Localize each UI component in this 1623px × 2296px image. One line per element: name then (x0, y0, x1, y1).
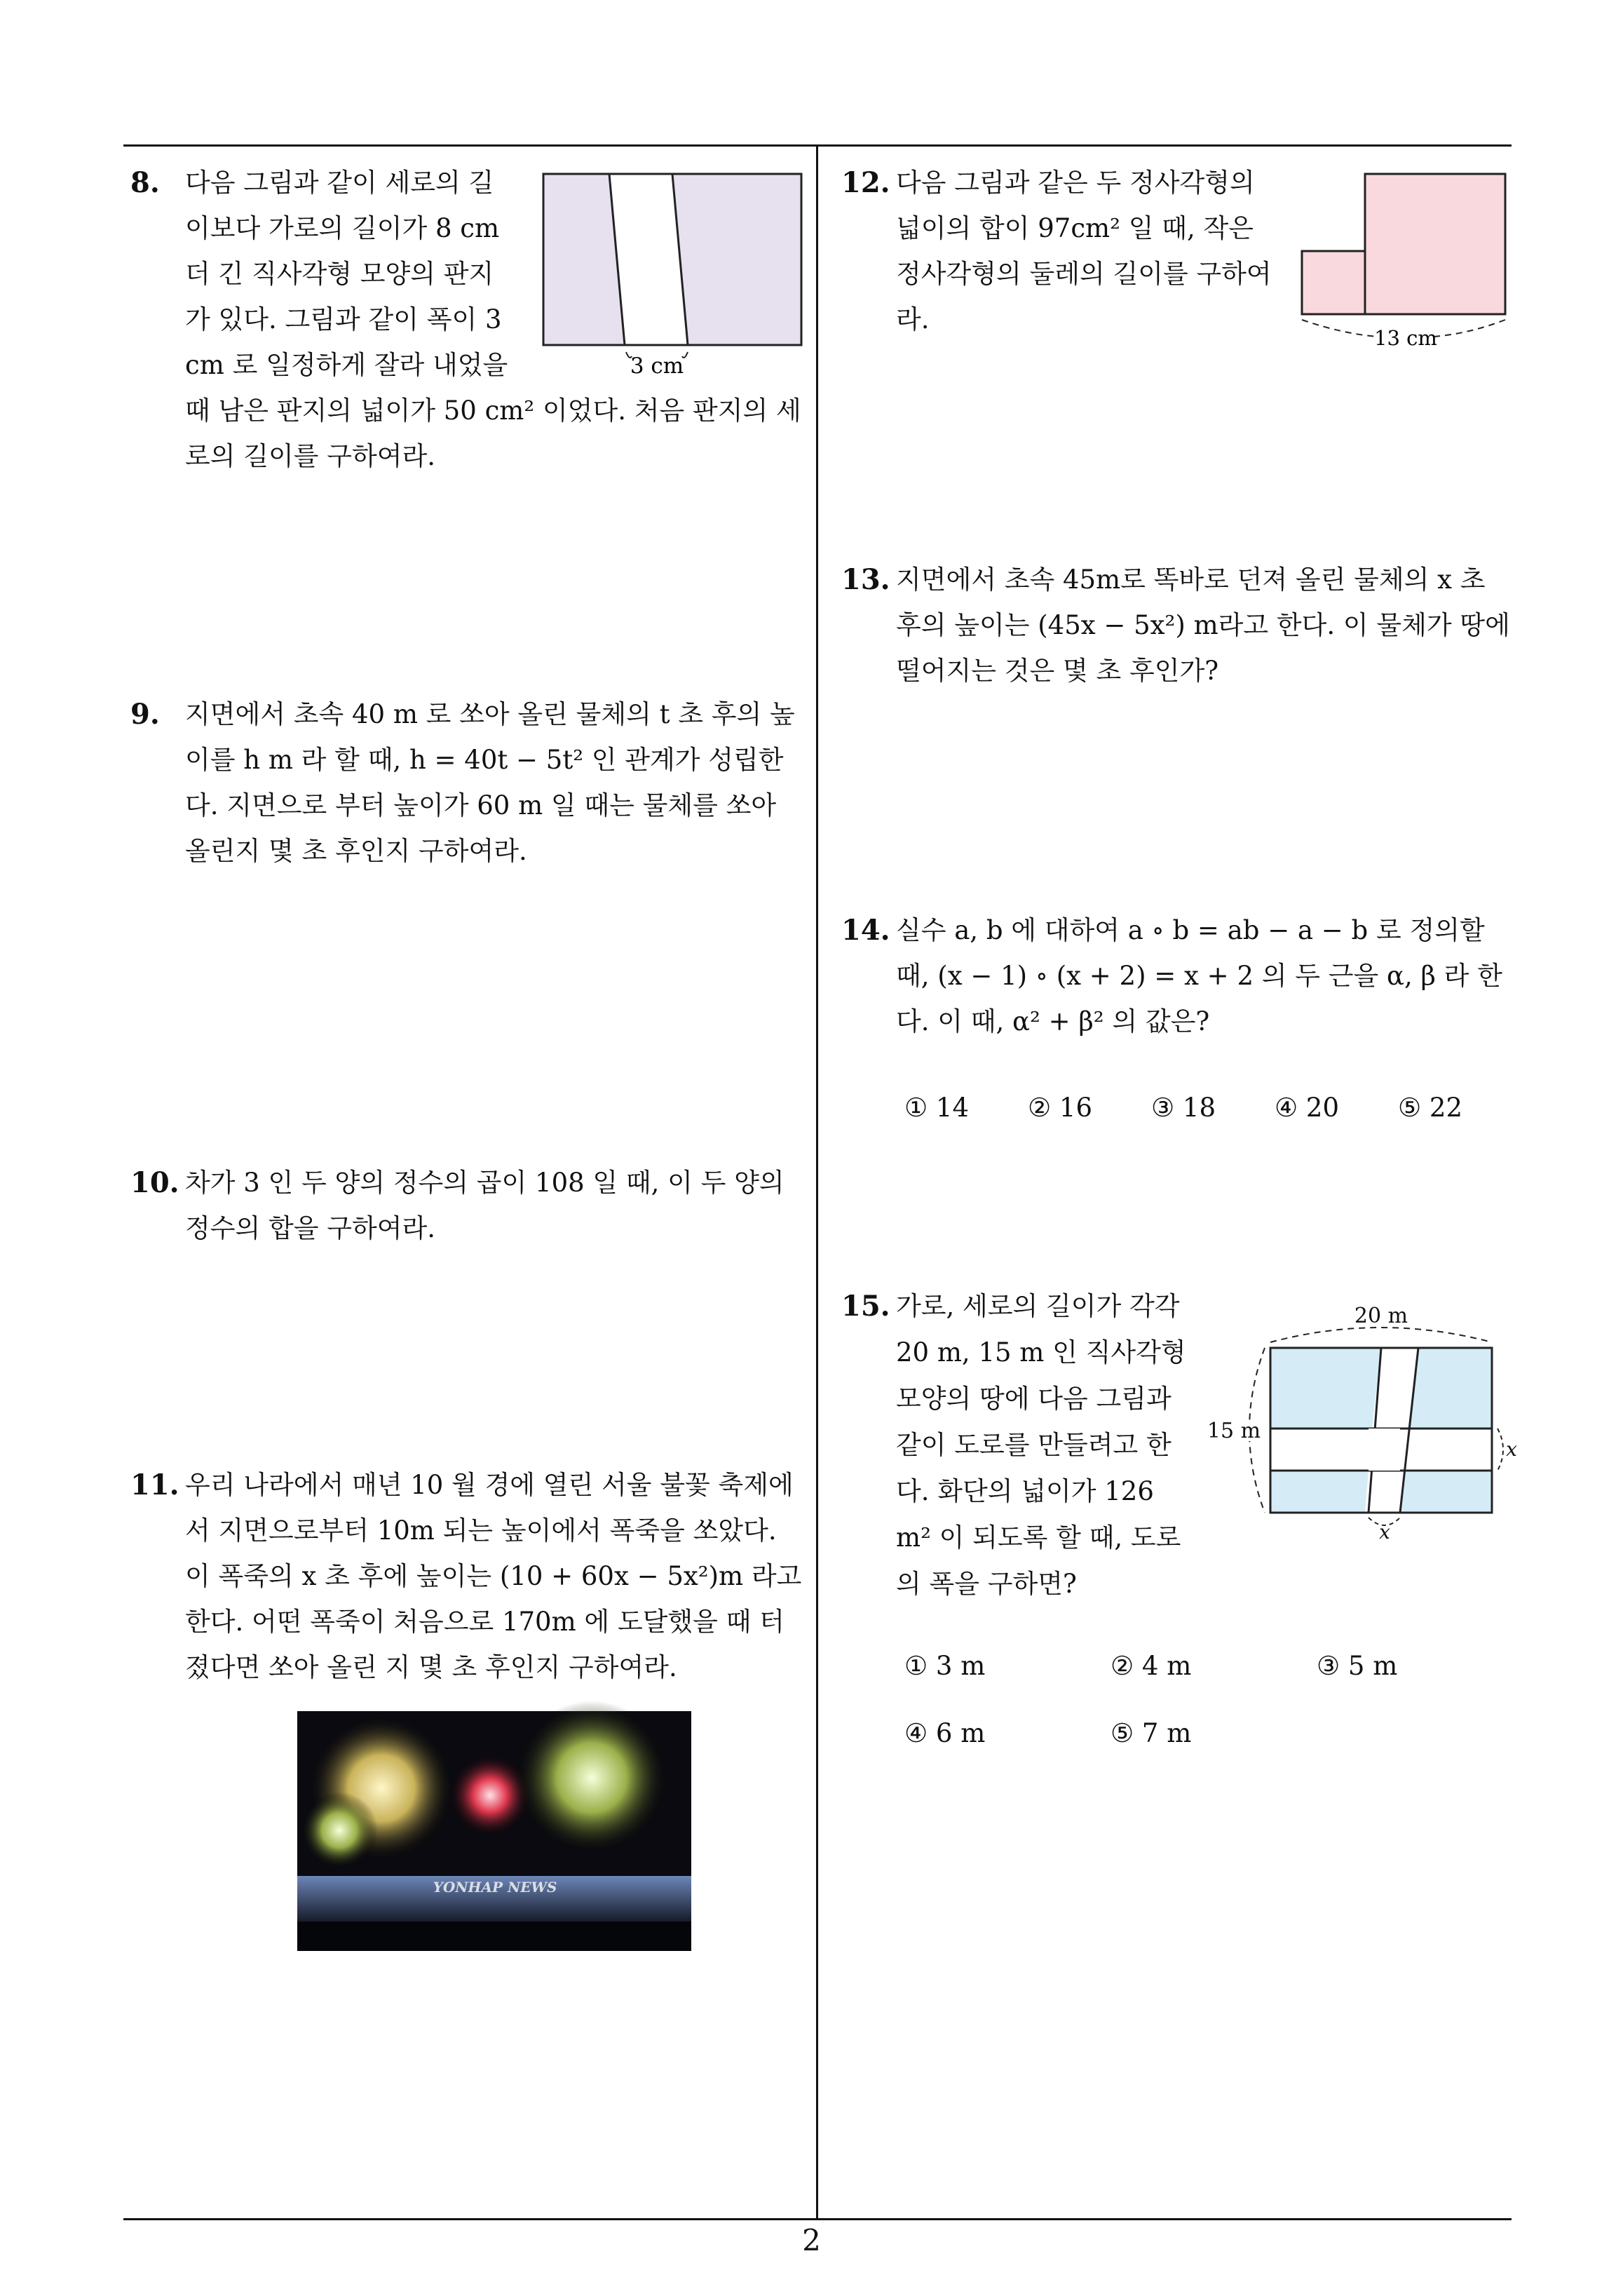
question-number: 15. (841, 1290, 890, 1323)
question-text: 다음 그림과 같이 세로의 길이보다 가로의 길이가 8 cm 더 긴 직사각형 모양의 판지가 있다. 그림과 같이 폭이 3 cm 로 일정하게 잘라 내었을 때 남은 판지의 넓이가 50 cm² 이었다. 처음 판지의 세로의 길이를 구하여라. (185, 168, 801, 471)
question-number: 12. (841, 166, 890, 199)
question-text: 다음 그림과 같은 두 정사각형의 넓이의 합이 97cm² 일 때, 작은 정사각형의 둘레의 길이를 구하여라. (896, 168, 1272, 335)
column-divider (816, 144, 818, 2220)
figure-q8-paper (542, 173, 803, 383)
choice-2[interactable]: ② 4 m (1111, 1651, 1192, 1681)
label-bottom-x: x (1379, 1520, 1390, 1544)
question-12 (841, 160, 1276, 342)
question-text: 지면에서 초속 40 m 로 쏘아 올린 물체의 t 초 후의 높이를 h m 라 할 때, h = 40t − 5t² 인 관계가 성립한다. 지면으로 부터 높이가 60 m 일 때는 물체를 쏘아 올린지 몇 초 후인지 구하여라. (185, 699, 795, 866)
q14-choices (904, 1093, 1507, 1128)
question-10 (130, 1160, 803, 1251)
question-14 (841, 907, 1512, 1044)
q15-choices (904, 1651, 1507, 1749)
question-text: 지면에서 초속 45m로 똑바로 던져 올린 물체의 x 초 후의 높이는 (45x − 5x²) m라고 한다. 이 물체가 땅에 떨어지는 것은 몇 초 후인가? (896, 565, 1510, 686)
choice-3[interactable]: ③ 18 (1151, 1093, 1216, 1123)
question-text: 우리 나라에서 매년 10 월 경에 열린 서울 불꽃 축제에서 지면으로부터 10m 되는 높이에서 폭죽을 쏘았다. 이 폭죽의 x 초 후에 높이는 (10 + 60x − 5x²)m 라고 한다. 어떤 폭죽이 처음으로 170m 에 도달했을 때 터졌다면 쏘아 올린 지 몇 초 후인지 구하여라. (185, 1470, 802, 1682)
photo-watermark: YONHAP NEWS (433, 1879, 557, 1896)
choice-5[interactable]: ⑤ 7 m (1111, 1718, 1192, 1748)
question-9 (130, 691, 803, 874)
bottom-rule (123, 2218, 1512, 2220)
question-text: 차가 3 인 두 양의 정수의 곱이 108 일 때, 이 두 양의 정수의 합을 구하여라. (185, 1168, 785, 1243)
question-number: 14. (841, 914, 890, 947)
question-text: 실수 a, b 에 대하여 a ∘ b = ab − a − b 로 정의할 때, (x − 1) ∘ (x + 2) = x + 2 의 두 근을 α, β 라 한다. 이 때, α² + β² 의 값은? (896, 915, 1502, 1036)
label-right-x: x (1506, 1438, 1517, 1461)
question-13 (841, 557, 1512, 694)
figure-label-13cm: 13 cm (1374, 326, 1437, 350)
choice-4[interactable]: ④ 20 (1275, 1093, 1340, 1123)
choice-5[interactable]: ⑤ 22 (1398, 1093, 1463, 1123)
figure-q15-field (1192, 1299, 1517, 1544)
choice-2[interactable]: ② 16 (1028, 1093, 1093, 1123)
figure-label-3cm: 3 cm (630, 353, 684, 379)
question-11 (130, 1462, 803, 1690)
question-number: 9. (130, 698, 160, 731)
question-text: 가로, 세로의 길이가 각각 20 m, 15 m 인 직사각형 모양의 땅에 다음 그림과 같이 도로를 만들려고 한다. 화단의 넓이가 126 m² 이 되도록 할 때, 도로의 폭을 구하면? (896, 1291, 1186, 1599)
figure-q12-squares (1301, 173, 1511, 355)
label-left-15m: 15 m (1207, 1419, 1261, 1443)
choice-1[interactable]: ① 14 (904, 1093, 970, 1123)
question-number: 11. (130, 1468, 179, 1501)
question-15 (841, 1283, 1192, 1607)
question-number: 10. (130, 1166, 179, 1199)
question-number: 8. (130, 166, 160, 199)
choice-3[interactable]: ③ 5 m (1317, 1651, 1398, 1681)
page-number: 2 (802, 2223, 821, 2257)
choice-4[interactable]: ④ 6 m (904, 1718, 986, 1748)
choice-1[interactable]: ① 3 m (904, 1651, 986, 1681)
fireworks-photo (297, 1711, 691, 1951)
question-number: 13. (841, 563, 890, 596)
label-top-20m: 20 m (1354, 1304, 1408, 1328)
